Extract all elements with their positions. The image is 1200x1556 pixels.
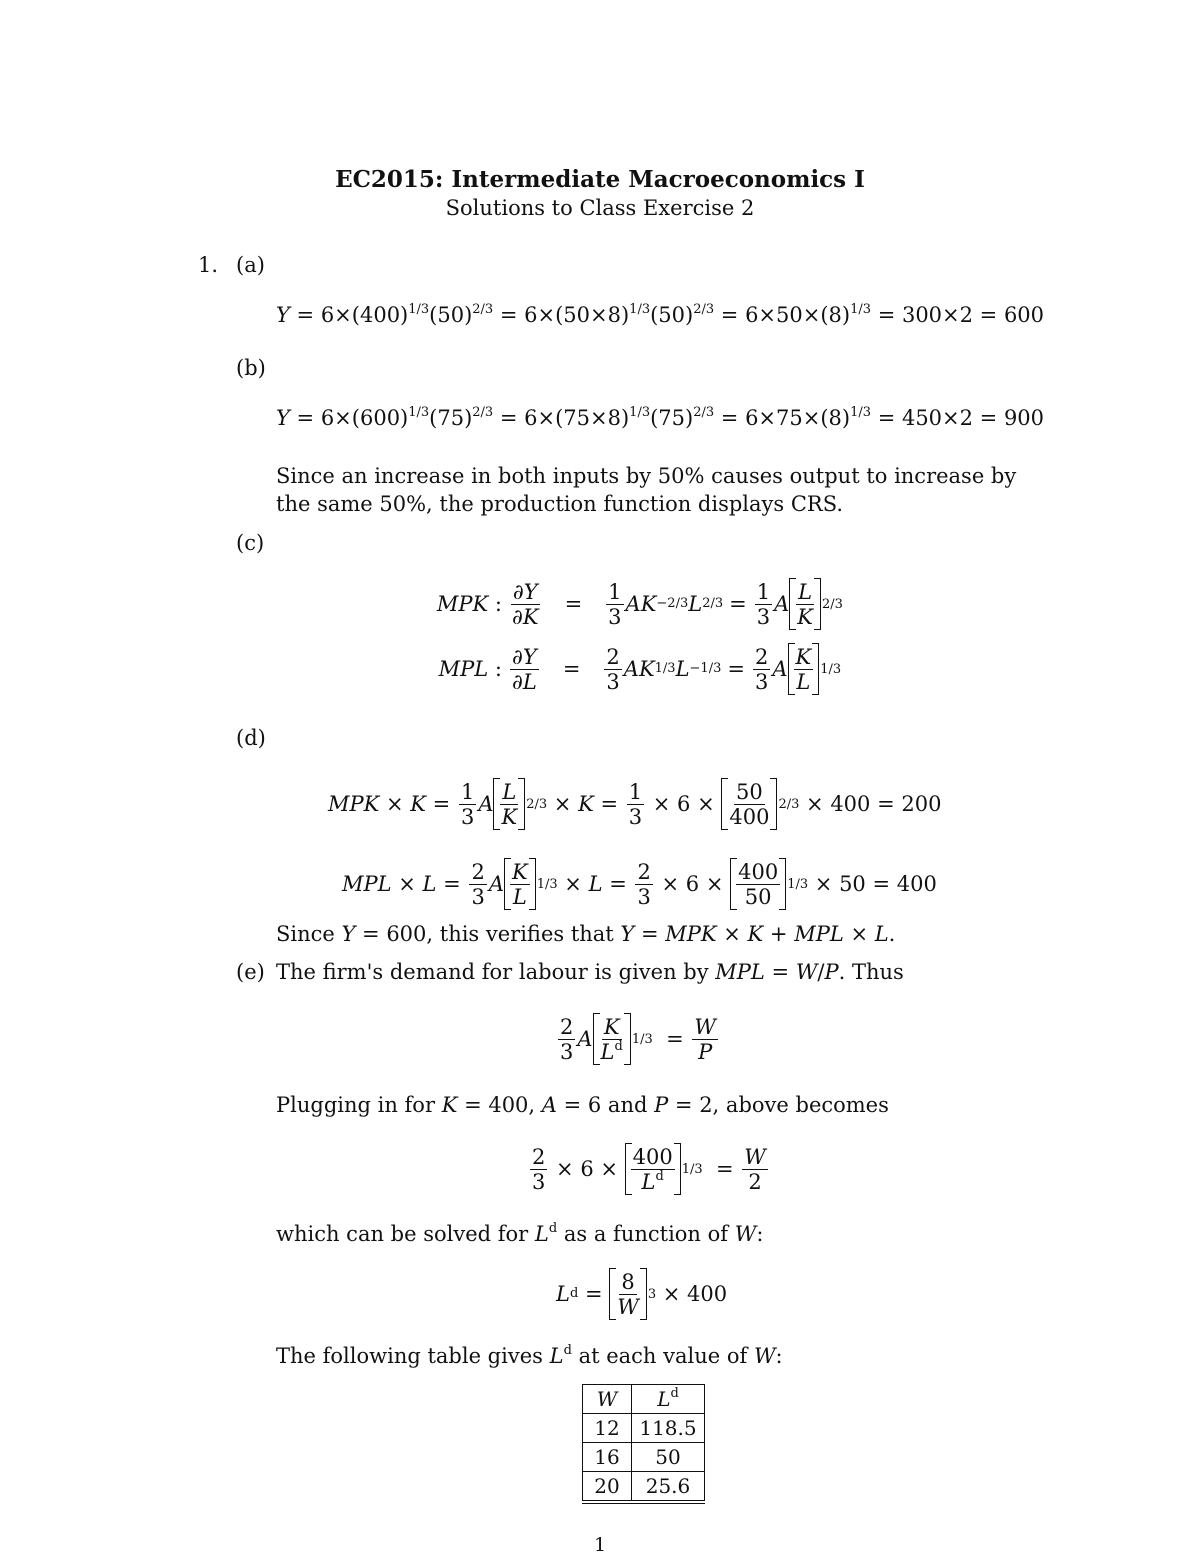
equation-plugged: $\frac{2}{3}$ × 6 × $\frac{400}{L^d}$ 1/3 = $\frac{W}{2}$ — [532, 1144, 766, 1194]
part-b-explanation: Since an increase in both inputs by 50% causes output to increase by the same 50%, the production function displays CRS. — [276, 464, 1017, 516]
labour-demand-table — [582, 1384, 705, 1504]
part-a-label: (a) — [236, 253, 265, 277]
part-b-label: (b) — [236, 356, 266, 380]
table-row — [583, 1472, 705, 1503]
table-cell: 118.5 — [632, 1414, 705, 1443]
page-title: EC2015: Intermediate Macroeconomics I — [335, 166, 865, 193]
part-e-label: (e) — [236, 960, 265, 984]
page-subtitle: Solutions to Class Exercise 2 — [445, 196, 755, 220]
part-e-plugging: Plugging in for K = 400, A = 6 and P = 2, above becomes — [276, 1093, 889, 1117]
table-cell: 20 — [583, 1472, 632, 1503]
equation-b: $Y = 6\times(600)^{1/3}(75)^{2/3} = 6\times(75\times 8)^{1/3}(75)^{2/3} = 6\times 75\times(8)^{1/3} = 450\times 2 = 900$ — [276, 405, 1045, 430]
table-header-row — [583, 1385, 705, 1414]
equation-mpl: MPL : $\frac{\partial Y}{\partial L}$ = $\frac{2}{3}$ AK 1/3 L −1/3 = $\frac{2}{3}$ A $\frac{K}{L}$ 1/3 — [438, 644, 842, 694]
table-cell: 16 — [583, 1443, 632, 1472]
table-row — [583, 1414, 705, 1443]
equation-a: $Y = 6\times(400)^{1/3}(50)^{2/3} = 6\times(50\times 8)^{1/3}(50)^{2/3} = 6\times 50\times(8)^{1/3} = 300\times 2 = 600$ — [276, 302, 1045, 327]
table-cell: 25.6 — [632, 1472, 705, 1503]
equation-mpl-times-l: MPL × L = $\frac{2}{3}$ A $\frac{K}{L}$ 1/3 × L = $\frac{2}{3}$ × 6 × $\frac{400}{50}$ 1/3 × 50 = 400 — [342, 859, 937, 909]
part-c-label: (c) — [236, 531, 265, 555]
equation-mpk: MPK : $\frac{\partial Y}{\partial K}$ = $\frac{1}{3}$ AK −2/3 L 2/3 = $\frac{1}{3}$ A $\frac{L}{K}$ 2/3 — [436, 579, 843, 629]
part-e-solve: which can be solved for $L^d$ as a function of W: — [276, 1221, 764, 1246]
table-intro: The following table gives $L^d$ at each value of W: — [276, 1343, 783, 1368]
equation-labour-demand: $\frac{2}{3}$ A $\frac{K}{L^d}$ 1/3 = $\frac{W}{P}$ — [560, 1014, 716, 1064]
table-header-w: W — [583, 1385, 632, 1414]
part-d-label: (d) — [236, 726, 266, 750]
equation-mpk-times-k: MPK × K = $\frac{1}{3}$ A $\frac{L}{K}$ 2/3 × K = $\frac{1}{3}$ × 6 × $\frac{50}{400}$ 2/3 × 400 = 200 — [328, 779, 942, 829]
table-row — [583, 1443, 705, 1472]
table-header-ld: $L^d$ — [632, 1385, 705, 1414]
part-e-intro: The firm's demand for labour is given by MPL = W/P. Thus — [276, 960, 904, 984]
part-d-conclusion: Since Y = 600, this verifies that Y = MPK × K + MPL × L. — [276, 922, 896, 946]
equation-ld-solution: L d = $\frac{8}{W}$ 3 × 400 — [556, 1269, 728, 1319]
question-number: 1. — [198, 253, 219, 277]
table-cell: 50 — [632, 1443, 705, 1472]
table-cell: 12 — [583, 1414, 632, 1443]
page-number: 1 — [593, 1534, 607, 1556]
